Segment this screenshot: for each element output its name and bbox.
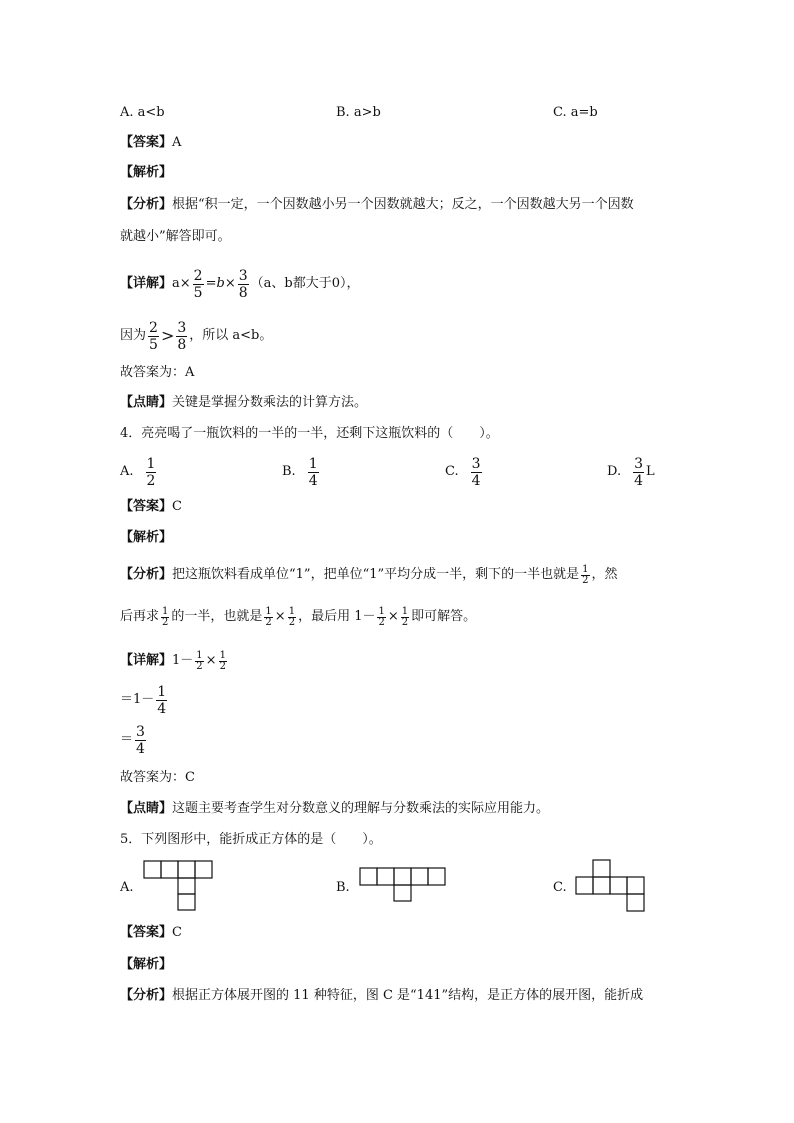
q4-option-a	[120, 452, 158, 492]
one-minus: 1－	[172, 653, 194, 668]
q4-final: 故答案为：C	[120, 770, 195, 785]
q5-option-a-label: A.	[120, 880, 134, 895]
fraction-1-2	[219, 651, 227, 672]
denominator: 2	[146, 472, 156, 489]
q3-dianjing	[120, 394, 367, 412]
fenxi-text: 的一半，也就是	[171, 609, 263, 624]
fraction-1-2	[377, 607, 385, 628]
q3-analysis-tag: 【解析】	[120, 165, 173, 180]
q3-fenxi-line1	[120, 196, 634, 214]
fenxi-tag: 【分析】	[120, 567, 173, 582]
q5-analysis-tag: 【解析】	[120, 957, 173, 972]
denominator: 2	[196, 660, 203, 672]
numerator: 1	[219, 649, 226, 661]
fraction-3-8	[176, 320, 187, 353]
answer-tag: 【答案】	[120, 925, 173, 940]
net-square	[360, 868, 377, 885]
q3-answer	[120, 134, 181, 152]
detail-tag: 【详解】	[120, 276, 173, 291]
times-sign: ×	[387, 609, 399, 624]
net-square	[178, 878, 195, 894]
cube-net-b	[359, 867, 447, 903]
detail-b: b	[216, 276, 225, 291]
denominator: 5	[149, 336, 158, 353]
denominator: 2	[401, 616, 409, 628]
net-square	[593, 877, 610, 894]
numerator: 1	[146, 455, 156, 472]
answer-value: A	[172, 135, 182, 150]
detail-a: a×	[172, 276, 191, 291]
numerator: 2	[149, 319, 158, 336]
detail-paren: （a、b都大于0），	[250, 276, 360, 291]
cube-net-a	[143, 860, 215, 912]
option-label: A.	[120, 464, 134, 479]
denominator: 4	[634, 472, 644, 489]
answer-value: C	[172, 925, 182, 940]
detail-eq: =	[205, 276, 217, 291]
denominator: 4	[471, 472, 481, 489]
q3-option-b: B. a>b	[336, 105, 381, 120]
equals: ＝	[120, 732, 134, 747]
fraction-1-2	[288, 607, 296, 628]
q4-fenxi-line1	[120, 560, 618, 590]
option-label: C.	[445, 464, 459, 479]
dianjing-tag: 【点睛】	[120, 801, 173, 816]
answer-tag: 【答案】	[120, 499, 173, 514]
q5-option-c-label: C.	[553, 880, 567, 895]
numerator: 1	[308, 455, 318, 472]
net-square	[178, 861, 195, 878]
unit-l: L	[646, 464, 655, 479]
q3-because	[120, 316, 272, 356]
q4-option-c	[445, 452, 484, 492]
q4-option-d	[607, 452, 655, 492]
net-square	[394, 868, 411, 885]
q4-detail	[120, 646, 229, 676]
numerator: 1	[265, 605, 272, 617]
q4-step2	[120, 680, 169, 720]
q5-fenxi	[120, 987, 643, 1005]
fenxi-text: 即可解答。	[411, 609, 477, 624]
fraction-1-4	[308, 456, 319, 489]
denominator: 4	[157, 700, 167, 717]
dianjing-text: 关键是掌握分数乘法的计算方法。	[172, 395, 368, 410]
q5-stem: 5．下列图形中，能折成正方体的是（ ）。	[120, 832, 382, 847]
denominator: 2	[288, 616, 296, 628]
fenxi-text-end: ，然	[591, 567, 618, 582]
q3-option-c: C. a=b	[553, 105, 598, 120]
denominator: 5	[193, 284, 203, 301]
greater-than: >	[160, 326, 175, 345]
net-square	[161, 861, 178, 878]
detail-times: ×	[224, 276, 236, 291]
denominator: 8	[238, 284, 248, 301]
q3-option-a: A. a<b	[120, 105, 165, 120]
fenxi-text: 根据“积一定，一个因数越小另一个因数就越大；反之，一个因数越大另一个因数	[172, 197, 634, 212]
q3-final: 故答案为：A	[120, 365, 195, 380]
numerator: 1	[582, 563, 589, 575]
q3-detail	[120, 264, 360, 304]
fraction-3-4	[135, 724, 146, 757]
fenxi-tag: 【分析】	[120, 988, 173, 1003]
numerator: 3	[177, 319, 187, 336]
fraction-3-4	[633, 456, 644, 489]
fraction-1-2	[146, 456, 157, 489]
equals-one-minus: ＝1－	[120, 692, 155, 707]
fenxi-text: ，最后用 1－	[298, 609, 376, 624]
numerator: 1	[378, 605, 385, 617]
q4-dianjing	[120, 800, 549, 818]
fenxi-text: 后再求	[120, 609, 160, 624]
net-square	[144, 861, 161, 878]
net-square	[610, 877, 627, 894]
answer-tag: 【答案】	[120, 135, 173, 150]
q4-option-b	[282, 452, 321, 492]
denominator: 2	[582, 574, 589, 586]
fraction-1-2	[195, 651, 203, 672]
numerator: 3	[238, 267, 248, 284]
net-square	[627, 894, 644, 911]
fraction-1-2	[264, 607, 272, 628]
denominator: 2	[378, 616, 385, 628]
fraction-3-4	[471, 456, 482, 489]
net-square	[576, 877, 593, 894]
denominator: 2	[162, 616, 169, 628]
net-square	[377, 868, 394, 885]
numerator: 3	[634, 455, 644, 472]
times-sign: ×	[205, 653, 217, 668]
fenxi-text: 根据正方体展开图的 11 种特征，图 C 是“141”结构，是正方体的展开图，能折成	[172, 988, 644, 1003]
fraction-2-5	[193, 268, 204, 301]
net-square	[178, 894, 195, 910]
denominator: 4	[136, 740, 145, 757]
fraction-2-5	[148, 320, 159, 353]
fraction-1-2	[161, 607, 169, 628]
numerator: 2	[193, 267, 203, 284]
times-sign: ×	[274, 609, 286, 624]
cube-net-c	[575, 859, 647, 913]
numerator: 1	[196, 649, 203, 661]
denominator: 4	[308, 472, 318, 489]
net-square	[627, 877, 644, 894]
fraction-1-2	[581, 565, 589, 586]
net-square	[593, 860, 610, 877]
denominator: 2	[219, 660, 226, 672]
option-label: B.	[282, 464, 296, 479]
q3-fenxi-line2: 就越小”解答即可。	[120, 229, 231, 244]
numerator: 3	[471, 455, 481, 472]
fraction-3-8	[238, 268, 249, 301]
fraction-1-2	[401, 607, 409, 628]
option-label: D.	[607, 464, 622, 479]
net-square	[195, 861, 212, 878]
q5-answer	[120, 924, 182, 942]
numerator: 1	[157, 683, 167, 700]
numerator: 1	[288, 605, 296, 617]
numerator: 3	[136, 723, 145, 740]
numerator: 1	[162, 605, 169, 617]
answer-value: C	[172, 499, 182, 514]
q4-fenxi-line2	[120, 602, 476, 632]
q4-stem: 4．亮亮喝了一瓶饮料的一半的一半，还剩下这瓶饮料的（ ）。	[120, 426, 499, 441]
denominator: 8	[177, 336, 187, 353]
q5-option-b-label: B.	[336, 880, 350, 895]
net-square	[411, 868, 428, 885]
q4-step3	[120, 720, 148, 760]
net-square	[394, 885, 411, 901]
numerator: 1	[401, 605, 409, 617]
dianjing-tag: 【点睛】	[120, 395, 173, 410]
q4-answer	[120, 498, 182, 516]
fraction-1-4	[156, 684, 167, 717]
dianjing-text: 这题主要考查学生对分数意义的理解与分数乘法的实际应用能力。	[172, 801, 550, 816]
q4-analysis-tag: 【解析】	[120, 530, 173, 545]
so-text: ，所以 a<b。	[189, 328, 273, 343]
detail-tag: 【详解】	[120, 653, 173, 668]
denominator: 2	[265, 616, 272, 628]
fenxi-tag: 【分析】	[120, 197, 173, 212]
net-square	[428, 868, 445, 885]
fenxi-text: 把这瓶饮料看成单位“1”，把单位“1”平均分成一半，剩下的一半也就是	[172, 567, 580, 582]
because-text: 因为	[120, 328, 147, 343]
